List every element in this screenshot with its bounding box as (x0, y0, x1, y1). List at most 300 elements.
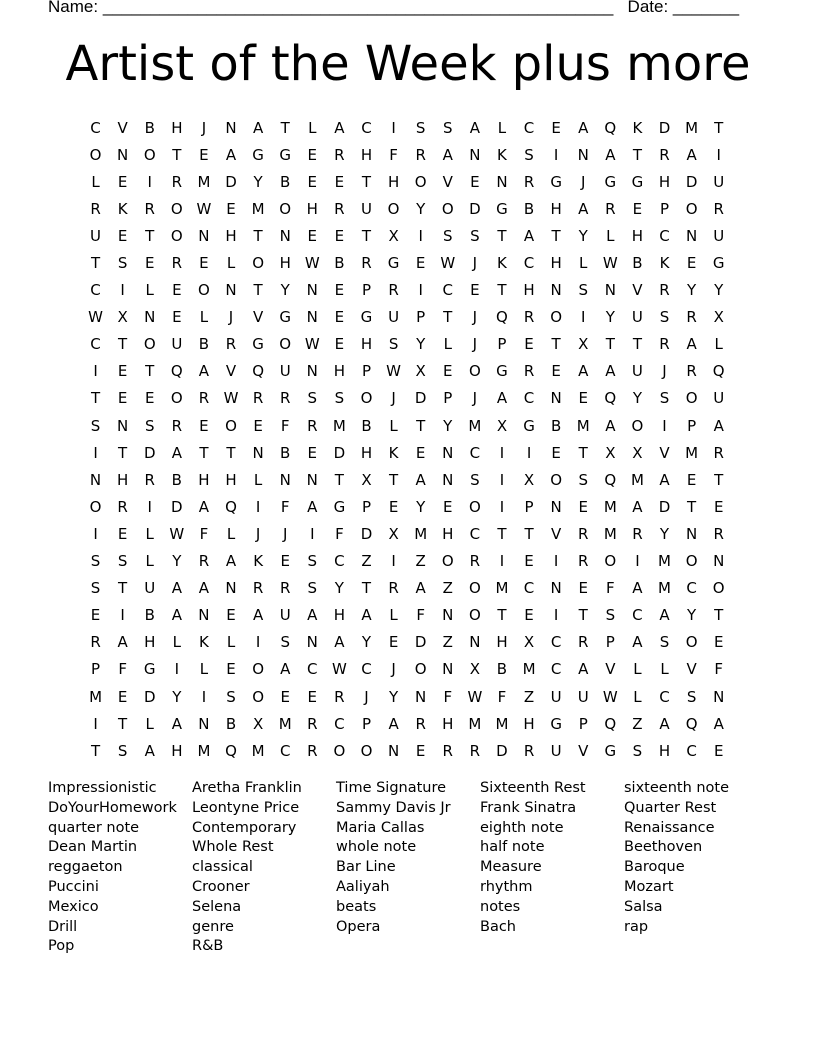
grid-letter: O (279, 199, 292, 218)
grid-letter: N (279, 226, 291, 245)
grid-letter: C (334, 714, 345, 733)
grid-letter: H (333, 362, 346, 381)
grid-letter: U (90, 226, 102, 245)
grid-letter: E (388, 633, 399, 652)
grid-letter: K (659, 254, 670, 273)
grid-letter: L (660, 660, 669, 679)
grid-row (82, 520, 732, 547)
grid-letter: S (226, 687, 236, 706)
grid-letter: R (659, 335, 670, 354)
date-label: Date: (627, 0, 669, 16)
grid-letter: I (120, 606, 125, 625)
grid-letter: R (171, 172, 183, 191)
grid-letter: G (360, 308, 373, 327)
grid-letter: F (280, 497, 290, 516)
grid-letter: O (387, 199, 400, 218)
grid-letter: Q (604, 714, 617, 733)
name-blank: ______________________________________________________ (102, 0, 614, 16)
grid-letter: Y (416, 497, 426, 516)
grid-letter: R (90, 199, 101, 218)
grid-letter: G (143, 660, 156, 679)
grid-letter: V (551, 524, 562, 543)
grid-letter: R (307, 741, 318, 760)
grid-letter: A (605, 145, 616, 164)
grid-letter: R (523, 172, 535, 191)
grid-letter: H (198, 470, 210, 489)
grid-letter: E (415, 741, 426, 760)
grid-letter: O (685, 389, 698, 408)
grid-letter: U (713, 172, 725, 191)
grid-letter: N (713, 687, 725, 706)
grid-letter: T (226, 443, 236, 462)
grid-letter: N (415, 687, 427, 706)
grid-letter: T (199, 443, 209, 462)
grid-letter: G (712, 254, 725, 273)
grid-letter: I (174, 660, 180, 679)
grid-letter: Q (604, 118, 617, 137)
grid-letter: N (550, 389, 562, 408)
grid-letter: Y (334, 579, 344, 598)
grid-letter: E (524, 335, 534, 354)
grid-letter: L (497, 118, 507, 137)
grid-letter: T (714, 470, 724, 489)
grid-letter: I (662, 416, 667, 435)
grid-letter: S (90, 579, 101, 598)
grid-letter: E (117, 524, 128, 543)
word-item: half note (480, 839, 545, 856)
grid-letter: K (253, 552, 264, 571)
grid-letter: C (550, 633, 562, 652)
grid-letter: U (171, 335, 183, 354)
grid-letter: L (199, 660, 209, 679)
grid-letter: K (117, 199, 128, 218)
grid-letter: S (307, 389, 318, 408)
grid-letter: E (307, 443, 318, 462)
grid-letter: C (334, 552, 345, 571)
grid-letter: H (360, 145, 373, 164)
grid-row (82, 548, 732, 575)
grid-letter: S (524, 145, 534, 164)
grid-letter: T (443, 308, 453, 327)
grid-letter: N (713, 552, 725, 571)
grid-letter: E (307, 687, 318, 706)
grid-letter: I (255, 633, 261, 652)
grid-letter: Y (172, 552, 182, 571)
grid-letter: S (90, 552, 101, 571)
grid-letter: O (468, 606, 481, 625)
word-item: Dean Martin (48, 839, 138, 856)
grid-row (82, 575, 732, 602)
grid-letter: D (225, 172, 237, 191)
grid-letter: X (117, 308, 128, 327)
grid-row (82, 385, 732, 412)
grid-letter: J (255, 524, 261, 543)
grid-letter: I (716, 145, 721, 164)
grid-letter: Q (604, 389, 617, 408)
grid-letter: L (579, 254, 588, 273)
grid-letter: R (388, 579, 399, 598)
grid-letter: G (604, 741, 617, 760)
grid-letter: E (117, 687, 128, 706)
grid-letter: E (686, 254, 697, 273)
grid-letter: A (713, 714, 724, 733)
grid-letter: I (553, 552, 559, 571)
grid-letter: Y (253, 172, 263, 191)
grid-letter: J (472, 254, 478, 273)
grid-letter: N (225, 118, 237, 137)
grid-letter: T (632, 145, 642, 164)
grid-letter: H (279, 254, 291, 273)
grid-letter: J (391, 389, 396, 408)
grid-letter: R (686, 308, 697, 327)
grid-letter: B (550, 416, 562, 435)
grid-letter: L (253, 470, 263, 489)
grid-letter: O (414, 660, 427, 679)
grid-letter: D (414, 389, 427, 408)
grid-letter: P (659, 199, 670, 218)
grid-letter: N (469, 145, 481, 164)
grid-letter: O (441, 199, 454, 218)
grid-letter: E (199, 254, 209, 273)
grid-letter: N (252, 443, 264, 462)
grid-letter: V (686, 660, 697, 679)
word-item: Mexico (48, 898, 99, 915)
grid-letter: S (470, 226, 480, 245)
grid-letter: E (713, 633, 724, 652)
grid-letter: A (713, 416, 724, 435)
word-item: Mozart (624, 878, 674, 895)
grid-letter: I (93, 714, 98, 733)
word-column (480, 779, 620, 937)
word-column (48, 779, 188, 957)
grid-letter: X (415, 362, 426, 381)
grid-letter: L (633, 687, 642, 706)
grid-letter: E (280, 687, 290, 706)
grid-letter: E (307, 226, 318, 245)
grid-letter: Y (714, 281, 724, 300)
grid-letter: S (117, 741, 128, 760)
grid-letter: W (386, 362, 401, 381)
grid-letter: S (470, 470, 480, 489)
grid-letter: N (306, 281, 318, 300)
grid-letter: Q (225, 497, 237, 516)
grid-letter: D (469, 199, 481, 218)
grid-row (82, 168, 732, 195)
grid-letter: X (578, 335, 589, 354)
grid-letter: Y (687, 606, 697, 625)
grid-letter: Z (361, 552, 372, 571)
grid-letter: E (90, 606, 101, 625)
grid-letter: X (388, 226, 399, 245)
grid-letter: H (306, 199, 318, 218)
grid-letter: C (90, 335, 101, 354)
grid-letter: T (90, 741, 101, 760)
grid-letter: D (333, 443, 346, 462)
grid-letter: H (225, 226, 237, 245)
grid-letter: H (658, 741, 671, 760)
grid-letter: R (469, 552, 481, 571)
grid-letter: O (685, 552, 698, 571)
grid-letter: J (228, 308, 234, 327)
grid-letter: A (523, 226, 535, 245)
grid-letter: S (659, 633, 670, 652)
grid-row (82, 195, 732, 222)
grid-letter: E (226, 660, 236, 679)
grid-letter: N (387, 741, 400, 760)
word-item: sixteenth note (624, 780, 730, 796)
word-item: genre (192, 918, 234, 935)
grid-letter: B (171, 470, 182, 489)
grid-letter: H (523, 281, 535, 300)
grid-letter: D (658, 118, 671, 137)
grid-letter: E (686, 470, 697, 489)
grid-letter: I (93, 362, 98, 381)
grid-letter: N (496, 172, 508, 191)
grid-letter: E (470, 172, 480, 191)
grid-letter: E (172, 281, 182, 300)
grid-letter: O (468, 579, 481, 598)
grid-letter: C (523, 579, 535, 598)
grid-letter: A (198, 362, 210, 381)
grid-letter: C (523, 254, 535, 273)
grid-letter: S (307, 579, 318, 598)
grid-letter: T (118, 714, 128, 733)
grid-letter: E (713, 497, 724, 516)
grid-letter: N (306, 470, 318, 489)
grid-letter: B (280, 172, 291, 191)
grid-letter: F (280, 416, 290, 435)
grid-letter: O (604, 552, 617, 571)
grid-letter: L (714, 335, 723, 354)
grid-letter: S (578, 281, 588, 300)
grid-letter: H (550, 199, 562, 218)
grid-letter: M (658, 552, 671, 571)
grid-letter: M (251, 741, 265, 760)
grid-letter: P (687, 416, 697, 435)
grid-letter: A (144, 741, 155, 760)
grid-letter: B (144, 606, 155, 625)
grid-letter: E (117, 389, 128, 408)
grid-letter: U (279, 362, 291, 381)
grid-letter: C (90, 118, 101, 137)
grid-letter: L (443, 335, 452, 354)
word-item: Beethoven (624, 839, 703, 856)
grid-letter: Z (442, 633, 453, 652)
grid-letter: E (551, 443, 561, 462)
grid-letter: M (197, 172, 211, 191)
grid-letter: T (687, 497, 697, 516)
grid-letter: T (578, 606, 588, 625)
grid-letter: N (469, 633, 481, 652)
word-item: Bach (480, 918, 516, 935)
grid-letter: S (659, 308, 670, 327)
grid-letter: F (416, 606, 425, 625)
grid-letter: M (197, 741, 211, 760)
grid-letter: E (280, 552, 290, 571)
grid-letter: E (307, 145, 318, 164)
grid-letter: A (605, 362, 616, 381)
grid-letter: T (172, 145, 182, 164)
grid-letter: V (632, 281, 643, 300)
grid-letter: E (172, 308, 182, 327)
grid-letter: T (90, 254, 101, 273)
grid-letter: I (391, 552, 396, 571)
grid-letter: M (658, 579, 671, 598)
grid-letter: I (526, 443, 532, 462)
grid-letter: R (307, 714, 318, 733)
grid-letter: A (605, 416, 616, 435)
grid-letter: M (414, 524, 428, 543)
grid-letter: X (496, 416, 508, 435)
grid-letter: M (278, 714, 292, 733)
grid-letter: X (469, 660, 480, 679)
grid-letter: L (389, 606, 398, 625)
grid-letter: F (335, 524, 344, 543)
word-column (192, 779, 332, 957)
grid-letter: I (499, 497, 505, 516)
header-line (48, 0, 739, 17)
grid-letter: O (685, 633, 698, 652)
grid-letter: C (469, 443, 481, 462)
grid-letter: B (198, 335, 210, 354)
grid-letter: P (416, 308, 426, 327)
grid-letter: A (117, 633, 128, 652)
word-item: Renaissance (624, 819, 715, 836)
grid-letter: E (144, 389, 155, 408)
grid-row (82, 710, 732, 737)
grid-letter: O (143, 145, 156, 164)
grid-letter: X (252, 714, 264, 733)
grid-letter: P (578, 714, 588, 733)
grid-letter: U (279, 606, 291, 625)
grid-letter: Y (416, 335, 426, 354)
grid-letter: N (117, 145, 129, 164)
grid-letter: S (117, 552, 128, 571)
grid-letter: R (713, 524, 724, 543)
grid-letter: C (659, 687, 670, 706)
grid-letter: N (577, 145, 589, 164)
grid-letter: Y (416, 199, 426, 218)
grid-letter: T (334, 470, 344, 489)
grid-letter: R (198, 552, 210, 571)
grid-letter: E (551, 362, 561, 381)
word-item: Time Signature (336, 780, 447, 796)
grid-letter: J (472, 335, 478, 354)
grid-letter: X (605, 443, 616, 462)
grid-letter: T (714, 118, 724, 137)
grid-letter: T (497, 606, 507, 625)
grid-letter: R (117, 497, 128, 516)
grid-letter: L (308, 118, 317, 137)
grid-letter: O (252, 660, 265, 679)
word-item: Leontyne Price (192, 799, 300, 816)
grid-letter: K (632, 118, 643, 137)
grid-letter: H (658, 172, 671, 191)
grid-letter: R (632, 524, 643, 543)
grid-letter: I (418, 226, 423, 245)
grid-letter: V (442, 172, 453, 191)
grid-letter: Y (687, 281, 697, 300)
grid-letter: S (443, 226, 453, 245)
grid-letter: A (388, 714, 399, 733)
grid-letter: R (659, 145, 670, 164)
grid-letter: E (253, 416, 263, 435)
grid-letter: R (361, 254, 372, 273)
grid-letter: T (280, 118, 290, 137)
grid-letter: I (581, 308, 586, 327)
grid-letter: W (602, 687, 618, 706)
grid-letter: O (279, 335, 292, 354)
grid-letter: G (252, 145, 264, 164)
grid-letter: M (89, 687, 103, 706)
grid-letter: N (144, 308, 156, 327)
grid-letter: M (495, 579, 509, 598)
grid-letter: S (144, 416, 155, 435)
grid-letter: J (364, 687, 369, 706)
grid-letter: W (331, 660, 347, 679)
grid-row (82, 493, 732, 520)
grid-letter: C (279, 741, 291, 760)
grid-letter: S (632, 741, 643, 760)
grid-letter: E (415, 443, 426, 462)
grid-letter: E (117, 226, 128, 245)
grid-letter: O (252, 254, 265, 273)
date-blank: _______ (672, 0, 740, 16)
grid-letter: K (497, 254, 507, 273)
grid-letter: R (225, 335, 237, 354)
grid-letter: G (550, 172, 562, 191)
word-item: Baroque (624, 859, 685, 876)
grid-letter: R (279, 389, 291, 408)
grid-letter: E (307, 172, 318, 191)
word-item: Measure (480, 859, 542, 876)
grid-letter: G (279, 145, 292, 164)
grid-letter: E (226, 606, 236, 625)
grid-letter: P (361, 497, 371, 516)
grid-letter: G (496, 362, 508, 381)
grid-letter: Z (523, 687, 535, 706)
word-column (336, 779, 476, 937)
grid-letter: Q (225, 741, 237, 760)
grid-letter: X (388, 524, 399, 543)
grid-letter: N (604, 281, 616, 300)
word-item: Crooner (192, 878, 250, 895)
grid-letter: A (171, 579, 182, 598)
grid-row (82, 331, 732, 358)
grid-row (82, 412, 732, 439)
grid-letter: H (550, 254, 562, 273)
grid-letter: A (361, 606, 372, 625)
grid-letter: W (169, 524, 185, 543)
grid-letter: Y (605, 308, 615, 327)
grid-letter: C (550, 660, 562, 679)
grid-letter: L (226, 254, 236, 273)
grid-letter: H (387, 172, 400, 191)
grid-letter: A (334, 633, 345, 652)
grid-letter: N (89, 470, 102, 489)
grid-letter: S (443, 118, 453, 137)
grid-letter: W (196, 199, 212, 218)
name-label: Name: (48, 0, 99, 16)
grid-letter: T (497, 226, 507, 245)
grid-letter: D (414, 633, 427, 652)
grid-letter: N (225, 579, 237, 598)
grid-letter: C (307, 660, 318, 679)
grid-letter: N (279, 470, 291, 489)
grid-letter: E (117, 172, 128, 191)
word-item: Contemporary (192, 819, 297, 836)
grid-letter: B (361, 416, 372, 435)
